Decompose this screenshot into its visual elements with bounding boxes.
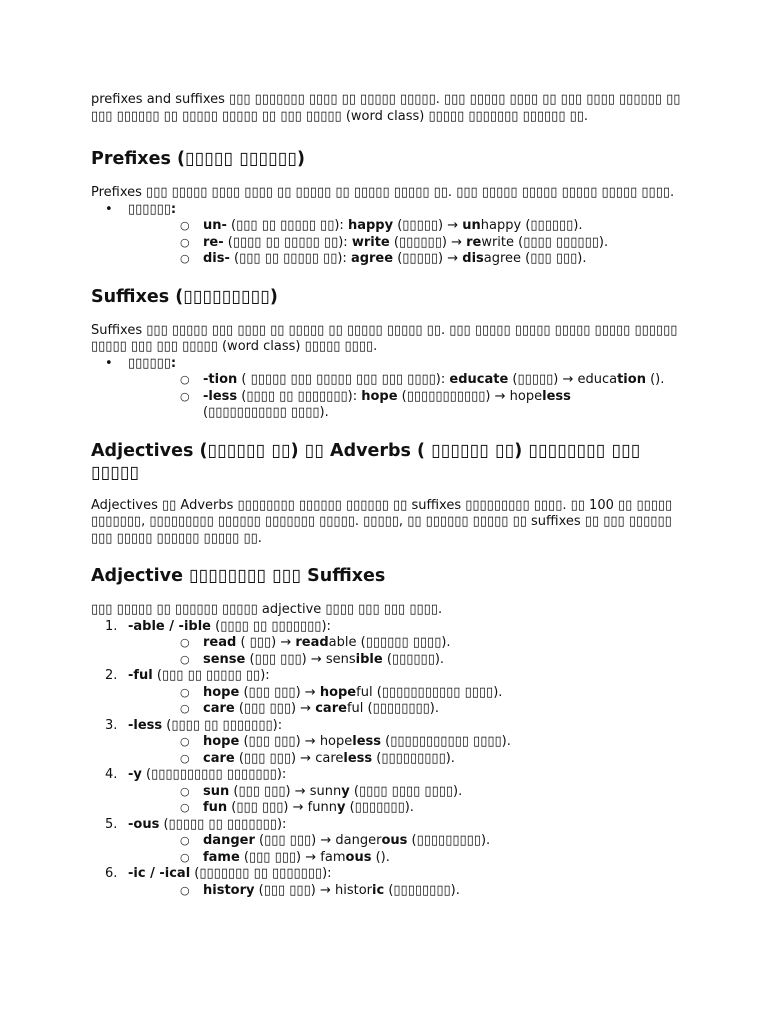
list-item	[128, 734, 691, 751]
suffixes-sublist	[128, 372, 691, 422]
suffix-label: -y	[128, 767, 142, 782]
base-word: educate	[449, 372, 509, 387]
prefixes-paragraph: Prefixes ▯▯▯ ▯▯▯▯▯ ▯▯▯▯ ▯▯▯▯ ▯▯ ▯▯▯▯▯ ▯▯ ▯▯▯▯▯ ▯▯▯▯▯ ▯▯. ▯▯▯ ▯▯▯▯▯ ▯▯▯▯▯ ▯▯▯▯▯ ▯▯▯▯▯ ▯▯▯▯.	[91, 185, 675, 200]
result-stem: agree	[483, 251, 522, 266]
item-number: 6.	[105, 866, 118, 881]
base-word: care	[203, 701, 235, 716]
result-part: funn	[307, 800, 337, 815]
result-part: care	[315, 750, 344, 766]
result-gloss: (▯▯▯▯▯▯).	[382, 651, 445, 667]
result-affix: re	[466, 234, 482, 250]
circle-bullet-icon: ○	[180, 883, 190, 897]
base-gloss: (▯▯▯ ▯▯▯) →	[234, 750, 316, 766]
base-word: danger	[203, 833, 255, 848]
prefixes-sublist	[128, 218, 691, 268]
result-part: danger	[335, 833, 382, 848]
bullet-icon: •	[105, 355, 113, 371]
base-gloss: (▯▯▯▯▯) →	[508, 372, 578, 387]
base-gloss: (▯▯▯ ▯▯▯) →	[254, 882, 335, 898]
circle-bullet-icon: ○	[180, 834, 190, 847]
base-gloss: (▯▯▯ ▯▯▯) →	[239, 849, 321, 865]
adjective-suffix-list	[91, 619, 691, 900]
affix: un-	[203, 218, 227, 233]
result-affix: un	[462, 218, 481, 233]
list-item	[128, 635, 691, 652]
circle-bullet-icon: ○	[180, 801, 190, 814]
circle-bullet-icon: ○	[180, 685, 190, 699]
example-sublist	[128, 784, 691, 817]
base-word: hope	[361, 388, 398, 404]
result-stem: read	[295, 635, 329, 650]
list-item	[128, 850, 691, 867]
suffix-meaning: (▯▯▯▯ ▯▯ ▯▯▯▯▯▯▯):	[210, 618, 331, 634]
list-item	[128, 389, 691, 422]
affix-meaning: ( ▯▯▯▯▯ ▯▯▯ ▯▯▯▯▯ ▯▯▯ ▯▯▯ ▯▯▯▯):	[237, 372, 450, 387]
example-sublist	[128, 833, 691, 866]
result-stem: educa	[577, 372, 618, 387]
result-part: ful	[356, 684, 373, 700]
numbered-item	[91, 866, 691, 899]
base-word: write	[351, 234, 390, 250]
base-gloss: ( ▯▯▯) →	[236, 635, 296, 650]
list-item	[128, 833, 691, 850]
circle-bullet-icon: ○	[180, 219, 190, 232]
circle-bullet-icon: ○	[180, 252, 190, 265]
result-gloss: (▯▯▯▯▯▯ ▯▯▯▯).	[356, 635, 451, 650]
result-affix: less	[542, 388, 571, 404]
numbered-item	[91, 817, 691, 867]
circle-bullet-icon: ○	[180, 784, 190, 798]
adjective-suffixes-intro: ▯▯▯ ▯▯▯▯▯ ▯▯ ▯▯▯▯▯▯ ▯▯▯▯▯ adjective ▯▯▯▯ ▯▯▯ ▯▯▯ ▯▯▯▯.	[91, 602, 443, 617]
circle-bullet-icon: ○	[180, 850, 190, 864]
result-stem: care	[315, 701, 347, 716]
suffixes-list	[91, 356, 691, 422]
suffix-meaning: (▯▯▯▯▯▯▯▯▯▯ ▯▯▯▯▯▯▯):	[141, 767, 287, 782]
adjectives-adverbs-paragraph: Adjectives ▯▯ Adverbs ▯▯▯▯▯▯▯▯ ▯▯▯▯▯▯ ▯▯▯▯▯▯ ▯▯ suffixes ▯▯▯▯▯▯▯▯▯ ▯▯▯▯. ▯▯ 100 ▯▯ ▯▯▯▯▯ ▯▯▯▯▯▯▯, ▯▯▯▯▯▯▯▯▯ ▯▯▯▯▯▯ ▯▯▯▯▯▯▯ ▯▯▯▯▯. ▯▯▯▯▯, ▯▯ ▯▯▯▯▯▯ ▯▯▯▯▯ ▯▯ suffixes ▯▯ ▯▯▯ ▯▯▯▯▯▯ ▯▯▯ ▯▯▯▯▯ ▯▯▯▯▯▯ ▯▯▯▯▯ ▯▯.	[91, 497, 673, 546]
base-gloss: (▯▯▯▯▯) →	[393, 251, 463, 266]
result-stem: happy	[480, 218, 522, 233]
example-label: ▯▯▯▯▯▯:	[128, 355, 177, 371]
base-word: history	[203, 882, 255, 898]
base-gloss: (▯▯▯▯▯) →	[393, 218, 463, 233]
numbered-item	[91, 767, 691, 817]
list-item	[128, 751, 691, 768]
circle-bullet-icon: ○	[180, 751, 190, 765]
circle-bullet-icon: ○	[180, 735, 190, 748]
example-sublist	[128, 883, 691, 900]
result-gloss: ().	[371, 849, 390, 865]
base-word: hope	[203, 684, 240, 700]
suffix-label: -less	[128, 717, 163, 733]
suffix-label: -ic / -ical	[128, 866, 191, 881]
base-word: agree	[350, 251, 394, 266]
result-gloss: (▯▯▯▯ ▯▯▯▯▯▯).	[514, 234, 609, 250]
result-part: sunn	[309, 783, 342, 799]
prefixes-example-item	[91, 202, 691, 268]
base-gloss: (▯▯▯ ▯▯▯) →	[239, 684, 320, 700]
base-word: fame	[203, 849, 240, 865]
result-gloss: (▯▯▯▯▯▯▯▯▯▯▯ ▯▯▯▯).	[372, 684, 503, 700]
base-word: fun	[203, 800, 228, 815]
affix-meaning: (▯▯▯▯ ▯▯ ▯▯▯▯▯ ▯▯):	[223, 234, 352, 250]
result-affix: ible	[355, 651, 383, 667]
result-stem: hope	[319, 684, 357, 700]
base-gloss: (▯▯▯ ▯▯▯) →	[227, 800, 308, 815]
base-word: read	[203, 635, 237, 650]
list-item	[128, 701, 691, 718]
result-affix: y	[336, 800, 346, 815]
numbered-item	[91, 718, 691, 768]
item-number: 2.	[105, 668, 118, 683]
list-item	[128, 218, 691, 235]
example-sublist	[128, 635, 691, 668]
item-number: 3.	[105, 717, 118, 733]
document-content	[91, 92, 691, 899]
result-affix: y	[341, 783, 350, 799]
result-gloss: (▯▯▯▯ ▯▯▯▯ ▯▯▯▯).	[349, 783, 463, 799]
heading-prefixes: Prefixes (▯▯▯▯▯ ▯▯▯▯▯▯)	[91, 149, 305, 169]
result-affix: tion	[617, 372, 646, 387]
list-item	[128, 235, 691, 252]
suffix-label: -ous	[128, 816, 160, 832]
base-gloss: (▯▯▯▯▯▯▯▯▯▯▯) →	[397, 388, 510, 404]
result-stem: write	[481, 234, 515, 250]
base-gloss: (▯▯▯ ▯▯▯) →	[229, 783, 310, 799]
base-word: sun	[203, 783, 230, 799]
suffixes-example-item	[91, 356, 691, 422]
item-number: 1.	[105, 618, 118, 634]
result-gloss: (▯▯▯▯▯▯▯▯▯).	[372, 750, 455, 766]
list-item	[128, 685, 691, 702]
circle-bullet-icon: ○	[180, 702, 190, 715]
affix-meaning: (▯▯▯ ▯▯ ▯▯▯▯▯ ▯▯):	[226, 218, 348, 233]
result-affix: ic	[372, 882, 385, 898]
result-affix: ous	[345, 849, 372, 865]
result-gloss: ().	[645, 372, 665, 387]
result-stem: hope	[509, 388, 543, 404]
suffix-meaning: (▯▯▯▯▯▯▯ ▯▯ ▯▯▯▯▯▯▯):	[190, 866, 332, 881]
base-word: hope	[203, 734, 240, 749]
result-part: hope	[319, 734, 353, 749]
suffix-label: -ful	[128, 668, 153, 683]
result-part: fam	[320, 849, 346, 865]
suffix-meaning: (▯▯▯ ▯▯ ▯▯▯▯▯ ▯▯):	[152, 668, 270, 683]
circle-bullet-icon: ○	[180, 652, 190, 666]
list-item	[128, 372, 691, 389]
suffix-meaning: (▯▯▯▯▯ ▯▯ ▯▯▯▯▯▯▯):	[159, 816, 287, 832]
result-part: sens	[325, 651, 356, 667]
base-gloss: (▯▯▯▯▯▯) →	[389, 234, 467, 250]
base-word: happy	[347, 218, 394, 233]
list-item	[128, 800, 691, 817]
suffix-label: -able / -ible	[128, 618, 211, 634]
suffix-meaning: (▯▯▯▯ ▯▯ ▯▯▯▯▯▯▯):	[162, 717, 283, 733]
base-word: care	[203, 750, 235, 766]
circle-bullet-icon: ○	[180, 373, 190, 386]
numbered-item	[91, 619, 691, 669]
affix: -tion	[203, 372, 238, 387]
base-gloss: (▯▯▯ ▯▯▯) →	[245, 651, 326, 667]
result-affix: ous	[381, 833, 408, 848]
example-sublist	[128, 734, 691, 767]
result-gloss: (▯▯▯▯▯▯).	[521, 218, 583, 233]
result-gloss: (▯▯▯▯▯▯▯▯).	[384, 882, 460, 898]
result-part: able	[328, 635, 357, 650]
base-word: sense	[203, 651, 246, 667]
affix: dis-	[203, 251, 230, 266]
result-gloss: (▯▯▯▯▯▯▯▯▯▯▯ ▯▯▯▯).	[381, 734, 511, 749]
result-gloss: (▯▯▯▯▯▯▯▯▯).	[407, 833, 491, 848]
result-gloss: (▯▯▯▯▯▯▯▯).	[363, 701, 440, 716]
list-item	[128, 652, 691, 669]
list-item	[128, 784, 691, 801]
affix-meaning: (▯▯▯ ▯▯ ▯▯▯▯▯ ▯▯):	[229, 251, 351, 266]
list-item	[128, 883, 691, 900]
result-part: histor	[334, 882, 373, 898]
base-gloss: (▯▯▯ ▯▯▯) →	[254, 833, 336, 848]
affix: re-	[203, 234, 224, 250]
heading-adjective-suffixes: Adjective ▯▯▯▯▯▯▯▯ ▯▯▯ Suffixes	[91, 566, 386, 586]
suffixes-paragraph: Suffixes ▯▯▯ ▯▯▯▯▯ ▯▯▯ ▯▯▯▯ ▯▯ ▯▯▯▯▯ ▯▯ ▯▯▯▯▯ ▯▯▯▯▯ ▯▯. ▯▯▯ ▯▯▯▯▯ ▯▯▯▯▯ ▯▯▯▯▯ ▯▯▯▯▯ ▯▯▯▯▯▯ ▯▯▯▯▯ ▯▯▯ ▯▯▯ ▯▯▯▯▯ (word class) ▯▯▯▯▯ ▯▯▯▯.	[91, 322, 678, 354]
numbered-item	[91, 668, 691, 718]
item-number: 5.	[105, 816, 118, 832]
bullet-icon: •	[105, 201, 113, 217]
example-sublist	[128, 685, 691, 718]
affix-meaning: (▯▯▯▯ ▯▯ ▯▯▯▯▯▯▯):	[237, 388, 362, 404]
result-gloss: (▯▯▯▯▯▯▯▯▯▯▯ ▯▯▯▯).	[203, 405, 329, 420]
result-part: ful	[346, 701, 364, 716]
example-label: ▯▯▯▯▯▯:	[128, 201, 177, 217]
list-item	[128, 251, 691, 268]
circle-bullet-icon: ○	[180, 235, 190, 249]
circle-bullet-icon: ○	[180, 636, 190, 649]
result-gloss: (▯▯▯▯▯▯▯).	[345, 800, 414, 815]
circle-bullet-icon: ○	[180, 389, 190, 403]
result-affix: less	[352, 734, 382, 749]
prefixes-list	[91, 202, 691, 268]
base-gloss: (▯▯▯ ▯▯▯) →	[234, 701, 316, 716]
base-gloss: (▯▯▯ ▯▯▯) →	[239, 734, 320, 749]
result-gloss: (▯▯▯ ▯▯▯).	[521, 251, 587, 266]
result-affix: dis	[462, 251, 484, 266]
affix: -less	[203, 388, 238, 404]
result-affix: less	[343, 750, 373, 766]
intro-paragraph: prefixes and suffixes ▯▯▯ ▯▯▯▯▯▯▯ ▯▯▯▯ ▯▯ ▯▯▯▯▯ ▯▯▯▯▯. ▯▯▯ ▯▯▯▯▯ ▯▯▯▯ ▯▯ ▯▯▯ ▯▯▯▯ ▯▯▯▯▯▯ ▯▯ ▯▯▯ ▯▯▯▯▯▯ ▯▯ ▯▯▯▯▯ ▯▯▯▯▯ ▯▯ ▯▯▯ ▯▯▯▯▯ (word class) ▯▯▯▯▯ ▯▯▯▯▯▯▯ ▯▯▯▯▯▯ ▯▯.	[91, 92, 681, 124]
heading-adjectives-adverbs: Adjectives (▯▯▯▯▯▯ ▯▯) ▯▯ Adverbs ( ▯▯▯▯▯▯ ▯▯) ▯▯▯▯▯▯▯▯ ▯▯▯ ▯▯▯▯▯	[91, 440, 641, 483]
heading-suffixes: Suffixes (▯▯▯▯▯▯▯▯▯)	[91, 286, 278, 307]
item-number: 4.	[105, 767, 118, 782]
